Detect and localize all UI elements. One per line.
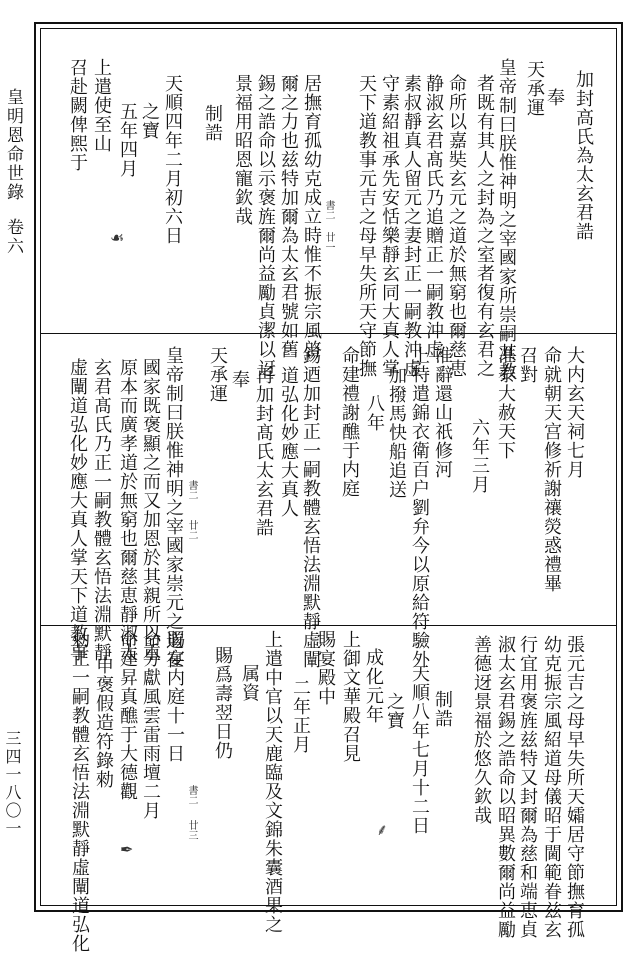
upper-line: 制誥 (202, 104, 223, 142)
lower-line: 天順八年七月十二日 (409, 664, 430, 835)
upper-line: 之寶 (139, 102, 160, 140)
middle-line: 六年三月 (469, 418, 490, 494)
middle-line: 虚闡道弘化妙應大真人掌天下道教事 (67, 358, 88, 662)
upper-line: 守素紹祖承先安恬樂靜玄同大真人掌 (379, 74, 400, 378)
lower-line: 命建昇真醮于大德觀 (117, 630, 138, 801)
middle-line: 八年 (364, 394, 385, 432)
lower-line: 之寶 (384, 692, 405, 730)
upper-line: 素叔靜真人留元之妻封正一嗣教沖虚 (401, 74, 422, 378)
middle-folio: 書二 (186, 480, 197, 500)
lower-line: 命分獻風雲雷雨壇二月 (140, 630, 161, 820)
middle-line: 國家既褒顯之而又加恩於其親所以重 (140, 358, 161, 662)
middle-line: 皇帝制曰朕惟神明之宰國家崇元之道在 (163, 346, 184, 669)
seal-mark-upper: ☙ (110, 228, 125, 247)
middle-line: 准泰大赦天下 (495, 346, 516, 460)
middle-line: 加撥馬快船追送 (386, 366, 407, 499)
middle-line: 召對 (517, 346, 538, 384)
upper-folio: 書二 (323, 200, 334, 220)
upper-line: 皇帝制曰朕惟神明之宰國家所崇嗣其教 (496, 58, 517, 381)
upper-line: 景福用昭恩寵欽哉 (232, 74, 253, 226)
middle-line: 錫迺加封正一嗣教體玄悟法淵默靜虛闡 (300, 346, 321, 669)
middle-line: 原本而廣孝道於無窮也爾慈恵靜淑太 (117, 358, 138, 662)
lower-line: 申褒假造符錄勑 (93, 656, 114, 789)
upper-line: 命所以嘉奘玄元之道於無窮也爾慈恵 (446, 74, 467, 378)
upper-line: 者既有其人之封為之室者復有玄君之 (474, 74, 495, 378)
lower-line: 行宜用褒旌兹特又封爾為慈和端恵貞 (517, 635, 538, 939)
lower-folio: 書二 (186, 785, 197, 805)
volume-label: 卷六 (3, 218, 23, 256)
middle-line: 天承運 (207, 346, 228, 403)
lower-line: 上遣中官以天鹿臨及文錦朱囊酒果之 (262, 630, 283, 934)
upper-line: 奉 (544, 88, 565, 107)
lower-line: 賜宴内庭十一日 (164, 630, 185, 763)
brush-mark-lower: ✒ (120, 840, 134, 859)
lower-line: 幼克振宗風紹道母儀昭于閫範眷兹玄 (541, 635, 562, 939)
middle-line: 再加封髙氏太玄君誥 (253, 366, 274, 537)
lower-line: 善德迓景福於悠久欽哉 (471, 635, 492, 825)
middle-line: 玄君髙氏乃正一嗣教體玄悟法淵默靜 (91, 358, 112, 662)
lower-line: 属資 (239, 664, 260, 702)
upper-line: 静淑玄君髙氏乃追贈正一嗣教沖虚 (423, 74, 444, 359)
middle-folio-number: 廿二 (186, 520, 197, 540)
upper-line: 天承運 (524, 60, 545, 117)
middle-line: 道弘化妙應大真人 (278, 366, 299, 518)
upper-line: 錫之誥命以示褒旌爾尚益勵貞潔以迓 (255, 74, 276, 378)
middle-line: 命建禮謝醮于内庭 (339, 346, 360, 498)
upper-line: 爾之力也兹特加爾為太玄君號如舊 (278, 74, 299, 359)
upper-line: 天下道教事元吉之母早失所天守節撫 (356, 74, 377, 378)
upper-line: 居撫育孤幼克成立時惟不振宗風啓 (301, 74, 322, 359)
lower-line: 上御文華殿召見 (340, 630, 361, 763)
lower-line: 二年正月 (290, 678, 311, 754)
page-number: 三四一八〇一 (3, 730, 22, 838)
book-title: 皇明恩命世錄 (3, 88, 23, 202)
middle-line: 上特遣錦衣衛百户劉弁今以原給符驗外 (409, 346, 430, 669)
lower-line: 成化元年 (363, 648, 384, 724)
lower-folio-number: 廿三 (186, 820, 197, 840)
upper-line: 天順四年二月初六日 (162, 74, 183, 245)
lower-line: 淑太玄君錫之誥命以昭異數爾尚益勵 (495, 635, 516, 939)
lower-line: 張元吉之母早失所天孀居守節撫育孤 (564, 635, 585, 939)
lower-line: 制誥 (432, 690, 453, 728)
upper-line: 召赴闕俾煕于 (67, 58, 88, 172)
upper-line: 上遣使至山 (91, 58, 112, 153)
middle-line: 大内玄天祠七月 (564, 346, 585, 479)
upper-title: 加封高氏為太玄君誥 (573, 70, 594, 241)
section-divider-upper (40, 333, 617, 334)
lower-line: 賜爲壽翌日仍 (212, 646, 233, 760)
upper-folio-number: 廿一 (323, 232, 334, 252)
middle-line: 准辭還山祇修河 (432, 346, 453, 479)
upper-line: 五年四月 (117, 102, 138, 178)
middle-line: 命就朝天宫修祈謝禳熒惑禮畢 (541, 346, 562, 593)
lower-line: 勑正一嗣教體玄悟法淵默靜虛闡道弘化 (69, 630, 90, 953)
lower-line: 賜宴殿中 (315, 630, 336, 706)
middle-line: 奉 (229, 370, 250, 389)
seal-mark-lower: ⸙ (376, 820, 389, 839)
